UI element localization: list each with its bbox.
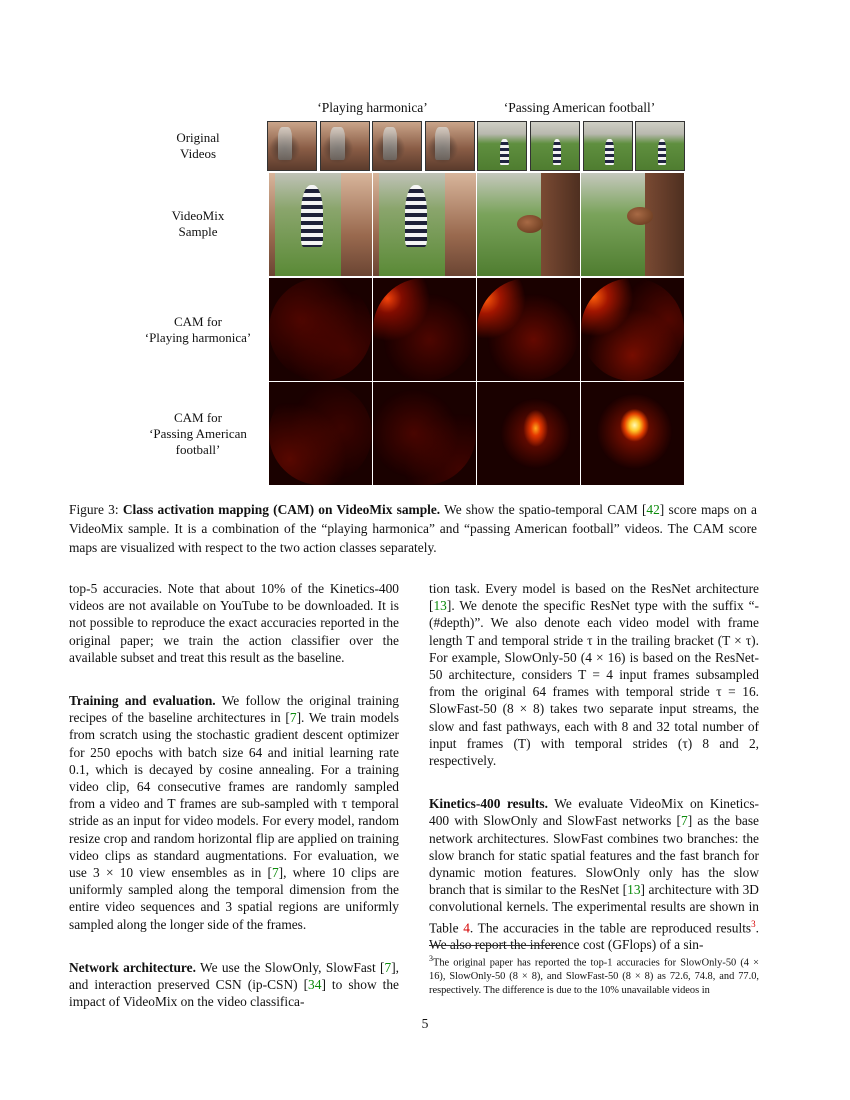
- paragraph-text: We use the SlowOnly, SlowFast [: [195, 959, 385, 975]
- citation-link[interactable]: 34: [308, 977, 322, 993]
- citation-link[interactable]: 7: [681, 813, 688, 829]
- videomix-inserted-region: [275, 173, 341, 276]
- column-header-football: ‘Passing American football’: [503, 100, 656, 115]
- footnote: [429, 952, 759, 997]
- cam-harmonica-map: [373, 278, 476, 381]
- caption-text: ] score maps on a VideoMix sample. It is a combination of the “playing harmonica” and “passing American football” videos. The CAM score maps are visualized with respect to the two action classes separately.: [69, 502, 757, 555]
- harmonica-frame: [372, 121, 422, 171]
- cam-blob: [373, 278, 476, 381]
- football-frame: [477, 121, 527, 171]
- row-label-cam-football: [120, 410, 276, 458]
- videomix-inserted-region: [581, 173, 684, 276]
- original-frames-row: [267, 121, 688, 171]
- row-label-cam-harmonica: [120, 314, 276, 346]
- paragraph-text: . We also report the inference cost (GFlops) of a sin-: [429, 920, 759, 953]
- caption-text: We show the spatio-temporal CAM [: [440, 502, 647, 517]
- table-link[interactable]: 4: [463, 920, 470, 936]
- paragraph: [429, 580, 759, 769]
- row-label-line: Sample: [178, 224, 218, 239]
- row-label-line: ‘Passing American: [149, 426, 247, 441]
- cam-harmonica-map: [477, 278, 580, 381]
- paragraph: top-5 accuracies. Note that about 10% of the Kinetics-400 videos are not available on YouTube to be downloaded. It is not possible to reproduce the exact accuracies reported in the original paper; we train the action classifier over the available subset and treat this result as the baseline.: [69, 581, 399, 665]
- harmonica-frame: [267, 121, 317, 171]
- videomix-frame: [373, 173, 476, 276]
- cam-blob: [269, 382, 372, 485]
- citation-link[interactable]: 7: [271, 865, 279, 881]
- cam-blob: [581, 382, 684, 485]
- footnote-text: The original paper has reported the top-1 accuracies for SlowOnly-50 (4 × 16), SlowOnly-50 (8 × 8), and SlowFast-50 (8 × 8) as 72.6, 74.8, and 77.0, respectively. The difference is due to the 10% unavailable videos in: [429, 957, 759, 996]
- row-label-line: VideoMix: [171, 208, 225, 223]
- cam-football-map: [477, 382, 580, 485]
- football-frame: [583, 121, 633, 171]
- caption-title: Class activation mapping (CAM) on VideoMix sample.: [122, 502, 441, 517]
- paragraph-text: ] as the base network architectures. SlowFast combines two branches: the slow branch for static spatial features and the fast branch for dynamic motion features. SlowOnly only has the slow branch that is similar to the ResNet [: [429, 813, 759, 898]
- cam-blob: [581, 278, 684, 381]
- row-label-line: Videos: [179, 146, 217, 161]
- right-column: [429, 580, 759, 954]
- harmonica-frame: [320, 121, 370, 171]
- cam-blob: [477, 382, 580, 485]
- videomix-frame: [477, 173, 580, 276]
- row-label-original: [120, 130, 276, 162]
- paragraph-text: We evaluate VideoMix on Kinetics-400 with SlowOnly and SlowFast networks [: [429, 796, 759, 829]
- videomix-frame: [269, 173, 372, 276]
- citation-link[interactable]: 13: [627, 882, 641, 898]
- paragraph-text: ], and interaction preserved CSN (ip-CSN) [: [69, 959, 399, 993]
- harmonica-frame: [425, 121, 475, 171]
- paragraph: [69, 959, 399, 1011]
- paragraph-text: We follow the original training recipes of the baseline architectures in [: [69, 693, 400, 726]
- section-heading: Network architecture.: [69, 959, 196, 975]
- column-header-harmonica: ‘Playing harmonica’: [317, 100, 428, 115]
- footnote-mark: 3: [429, 954, 433, 963]
- cam-harmonica-map: [581, 278, 684, 381]
- row-label-line: CAM for: [173, 314, 223, 329]
- paragraph-text: . The accuracies in the table are reproduced results: [469, 920, 752, 936]
- row-label-line: football’: [175, 442, 221, 457]
- cam-blob: [373, 382, 476, 485]
- row-label-videomix: [120, 208, 276, 240]
- citation-link[interactable]: 42: [646, 502, 660, 517]
- cam-football-map: [581, 382, 684, 485]
- row-label-line: CAM for: [173, 410, 223, 425]
- row-label-line: Original: [176, 130, 220, 145]
- football-frame: [530, 121, 580, 171]
- paragraph-text: ], where 10 clips are uniformly sampled along the temporal dimension from the entire video sequences and 3 spatial regions are uniformly sampled along the longer side of the frames.: [69, 865, 400, 932]
- section-heading: Kinetics-400 results.: [429, 796, 548, 812]
- paragraph: [429, 795, 759, 953]
- section-heading: Training and evaluation.: [69, 693, 216, 709]
- left-column: [69, 580, 399, 1010]
- caption-label: Figure 3:: [69, 502, 123, 517]
- paragraph-text: tion task. Every model is based on the ResNet architecture [: [429, 581, 759, 614]
- row-label-line: ‘Playing harmonica’: [144, 330, 252, 345]
- cam-football-map: [269, 382, 372, 485]
- paragraph-text: ]. We train models from scratch using the stochastic gradient descent optimizer for 250 epochs with batch size 64 and initial learning rate 0.1, which is decayed by cosine annealing. For a training video clip, 64 consecutive frames are randomly sampled from a video and T frames are sub-sampled with τ temporal stride as an input for video models. For every model, random resize crop and random horizontal flip are applied on training video clips as standard augmentations. For evaluation, we use 3 × 10 view ensembles as in [: [69, 710, 399, 881]
- paragraph: [69, 692, 399, 933]
- videomix-frame: [581, 173, 684, 276]
- cam-blob: [477, 278, 580, 381]
- figure-caption: [69, 500, 757, 557]
- citation-link[interactable]: 13: [433, 598, 447, 614]
- football-frame: [635, 121, 685, 171]
- videomix-inserted-region: [379, 173, 445, 276]
- citation-link[interactable]: 7: [289, 710, 297, 726]
- cam-blob: [269, 278, 372, 381]
- cam-harmonica-map: [269, 278, 372, 381]
- paragraph-text: ] to show the impact of VideoMix on the video classifica-: [69, 977, 399, 1010]
- football-graphic: [627, 207, 653, 225]
- paragraph-text: ] architecture with 3D convolutional kernels. The experimental results are shown in Table: [429, 882, 759, 936]
- football-graphic: [517, 215, 543, 233]
- page-number: 5: [421, 1016, 429, 1031]
- citation-link[interactable]: 7: [384, 959, 392, 975]
- paragraph-text: ]. We denote the specific ResNet type with the suffix “-(#depth)”. We also denote each video model with frame length T and temporal stride τ in the trailing bracket (T × τ). For example, SlowOnly-50 (4 × 16) is based on the ResNet-50 architecture, considers T = 4 input frames subsampled from the original 64 frames with temporal stride τ = 16. SlowFast-50 (8 × 8) takes two separate input streams, the slow and fast pathways, each with 8 and 32 total number of input frames (T) with temporal strides (τ) 8 and 2, respectively.: [429, 598, 759, 769]
- footnote-link[interactable]: 3: [751, 918, 756, 929]
- footnote-divider: [429, 945, 561, 946]
- cam-football-map: [373, 382, 476, 485]
